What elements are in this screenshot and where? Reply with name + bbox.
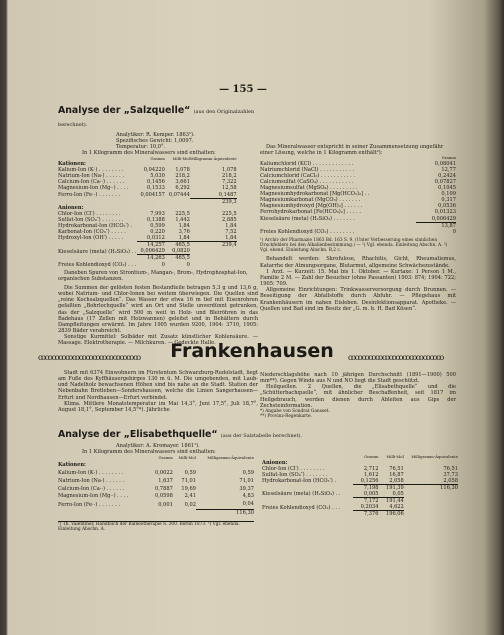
anion-row: Hydroxyl-Ion (OH′) . . . . . 0,0312 1,84 1,84 (58, 235, 237, 242)
anion-row: Karbonat-Ion (CO₃″) . . . . . 0,220 3,76 7,52 (58, 229, 237, 236)
frankenhausen-title: Frankenhausen (170, 340, 334, 362)
salt-solution-intro: Das Mineralwasser entspricht in seiner Zusammensetzung ungefähr einer Lösung, welche in 1 Kilogramm enthält²): (260, 144, 444, 157)
kation-row: Natrium-Ion (Na·) . . . . . . 1,637 71,01 71,01 (58, 477, 254, 484)
elisabethquelle-kationen-table (58, 455, 254, 517)
kation-row: Magnesium-Ion (Mg··) . . . . 0,0598 2,41 4,83 (58, 493, 254, 500)
salt-footnote: ¹) Archiv der Pharmazie 1863 Bd. 163 S. 9. (Unter Verbesserung eines sinnlichen Druckfehlers bei den Alkalienbestimmung.) — ²) Vgl. ebenda. Einleitung Abschn. A. ²) Vgl. ebend. Einleitung Abschn. B,2 c. (260, 237, 448, 254)
co2-row: Freies Kohlendioxyd (CO₂) . . . . . . . . 0 (260, 228, 456, 235)
elisabethquelle-heading: Analyse der „Elisabethquelle“ (aus der Salztabelle berechnet). (58, 429, 303, 440)
elisabethquelle-meta: Analytiker: A. Kromayer. 1861¹). (116, 443, 200, 449)
sum-row: 7,376 196,06 (262, 511, 458, 518)
anion-row: Hydrokarbonat-Ion (HCO₃′) . 0,1256 2,058 2,058 (262, 478, 458, 485)
table-header: Gramm Milli-Mol Milligramm-Äquivalente (364, 454, 458, 460)
salt-row: Magnesiumkarbonat (MgCO₃) . . . . . . . 0,317 (260, 197, 456, 204)
salt-row: Ferrohydrokarbonat [Fe(HCO₃)₂] . . . . . 0,01323 (260, 209, 456, 216)
page-number: — 155 — (219, 84, 267, 95)
sum-row: 7,198 191,39 116,30 (262, 485, 458, 492)
behandelt-text: Behandelt werden: Skrofulose, Rhachitis, Gicht, Rheumatismus, Katarrhe der Atmungsorgane, Blutarmut, allgemeine Schwächezustände. (260, 256, 456, 269)
frankenhausen-niederschlag: Niederschlagshöhe nach 10 jährigen Durchschnitt (1891—1900) 500 mm**). Gegen Winde aus N und NO liegt die Stadt geschützt. (260, 372, 456, 385)
elisabethquelle-section (58, 426, 458, 532)
kiesel-row: Kieselsäure (meta) (H₂SiO₃) . . 0,006429 0,0820 (58, 248, 190, 255)
group-label: Kationen: (58, 161, 86, 168)
salt-row: Kaliumchlorid (KCl) . . . . . . . . . . . . . 0,08041 (260, 160, 456, 167)
salt-row: Calciumsulfat (CaSO₄) . . . . . . . . . . . 0,07827 (260, 179, 456, 185)
salt-solution-section (260, 144, 456, 312)
einrichtungen-text: Allgemeine Einrichtungen: Trinkwasserversorgung durch Brunnen. — Beseitigung der Abfallstoffe durch Abfuhr. — Pflegehaus mit Krankenhäusern im nahen Eisleben. Desinfektionsapparat. Apotheke. — Quellen und Bad sind im Besitz der „G. m. b. H. Bad Kösen“. (260, 287, 456, 312)
salt-row: Magnesiumhydrokarbonat [Mg(HCO₃)₂] . . 0,109 (260, 191, 456, 198)
kation-row: Ferro-Ion (Fe··) . . . . . . . 0,001 0,02 0,04 (58, 501, 254, 508)
franken-footnote-2: **) Provinz-Regenkarte. (260, 414, 312, 420)
salzquelle-paragraph: Die Summen der gelösten festen Bestandteile betragen 5,3 g und 13,6 g, wobei Natrium- und Chlor-Ionen bei weitem überwiegen. Die Quellen sind „reine Kochsalzquellen“. Das Wasser der etwa 16 m tief mit Eisenrohren gefaßten „Bohrlochquelle“ wird an Ort und Stelle unverdünnt getrunken, das der „Salzquelle“ wird 500 m weit in Holz- und Bleiröhren in das Badehaus (17 Zellen mit Holzwannen) geleitet und in Behältern durch Dampfleitungen erwärmt. Im Jahre 1905 wurden 9200, 1904: 3710, 1905: 2839 Bäder verabreicht. (58, 284, 258, 335)
salt-row: Natriumchlorid (NaCl) . . . . . . . . . . . 12,77 (260, 166, 456, 173)
anion-row: Hydrokarbonat-Ion (HCO₃′) . 0,599 1,84 1,84 (58, 222, 237, 229)
sum-row: 14,263 465,5 (58, 255, 237, 262)
elisabethquelle-intro: In 1 Kilogramm des Mineralwassers sind enthalten: (82, 449, 216, 456)
kation-row: Kalium-Ion (K·) . . . . . . . . 0,04220 1,078 1,078 (58, 167, 237, 174)
elisabethquelle-anionen-table (262, 455, 458, 517)
ornament-right: ꝏꝏꝏꝏꝏꝏꝏꝏꝏꝏꝏꝏꝏꝏ (348, 353, 444, 362)
salzquelle-kurmittel: Sonstige Kurmittel: Solbäder mit Zusatz künstlicher Kohlensäure. — Massage. Elektrotherapie. — Milchkuren. — Gedeckte Halle. (58, 334, 258, 347)
frankenhausen-right (260, 372, 456, 419)
anion-row: Sulfat-Ion (SO₄″) . . . . . . . 1,612 16,87 37,73 (262, 471, 458, 478)
group-label: Anionen: (262, 459, 288, 466)
table-header: Gramm Milli-Mol Milligramm-Äquivalente (150, 155, 237, 161)
kiesel-row: Kieselsäure (meta) (H₂SiO₃) . . 0,005 0,05 (262, 491, 404, 498)
table-header: Gramm (441, 155, 456, 161)
elisabethquelle-footnote: ¹) Th. Valentiner, Handbuch der Balneotherapie S. 300. Berlin 1873. ²) Vgl. ebenda. Einleitung Abschn. A. (58, 521, 254, 532)
sum-row: 116,30 (58, 509, 254, 518)
salt-solution-table (260, 156, 456, 235)
frankenhausen-description: Stadt mit 6374 Einwohnern im Fürstentum Schwarzburg-Rudolstadt, liegt am Fuße des Kyffhäusergebirges 130 m ü. M. Die umgebenden, mit Laub- und Nadelholz bewachsenen Höhen sind bis nahe an die Stadt. Station der Nebenbahn Bretleben—Sondershausen, welche die Linien Sangerhausen—Erfurt und Nordhausen—Erfurt verbindet. (58, 370, 258, 401)
group-label: Anionen: (58, 204, 84, 211)
salzquelle-intro: In 1 Kilogramm des Mineralwassers sind enthalten: (82, 150, 216, 157)
salzquelle-section (58, 102, 258, 347)
salzquelle-heading: Analyse der „Salzquelle“ (aus den Originalzahlen berechnet). (58, 105, 255, 128)
franken-footnote-1: *) Angabe von Sondrat Gansset. (260, 408, 330, 414)
co2-row: Freies Kohlendioxyd (CO₂) . . . 0,2034 4,622 (262, 504, 404, 511)
salt-row: Magnesiumhydroxyd [Mg(OH)₂] . . . . . . 0,0536 (260, 203, 456, 210)
sum-row: 13,87 (260, 222, 456, 229)
kation-row: Calcium-Ion (Ca··) . . . . . . 0,7887 19,69 39,37 (58, 485, 254, 492)
group-label: Kationen: (58, 461, 86, 468)
frankenhausen-heilquellen: Heilquellen. 2 Quellen, die „Elisabethquelle“ und die „Schütterbachquelle“, mit ähnlicher Beschaffenheit, seit 1817 im Heilgebrauch, werden dienen durch Ableiten aus Gips der Zechsteinformation. (260, 384, 456, 409)
kation-row: Magnesium-Ion (Mg··) . . . . 0,1533 6,292 12,58 (58, 185, 237, 192)
book-page (12, 0, 474, 635)
sum-row: 7,172 191,44 (262, 498, 458, 505)
ornament-left: ꝏꝏꝏꝏꝏꝏꝏꝏꝏꝏꝏꝏꝏꝏꝏ (38, 353, 140, 362)
kation-row: Kalium-Ion (K·) . . . . . . . . 0,0022 0,59 0,59 (58, 469, 254, 476)
frankenhausen-left (58, 370, 258, 413)
arzt-text: 1 Arzt. — Kurzeit: 15. Mai bis 1. Oktober. — Kurtaxe: 1 Person 1 M., Familie 2 M. — Zahl der Besucher (ohne Passanten) 1903: 874; 1904: 722; 1905: 709. (260, 268, 456, 288)
salzquelle-spuren: Daneben Spuren von Strontium-, Mangan-, Brom-, Hydrophosphat-Ion, organischen Substanzen. (58, 269, 248, 282)
sum-row: 14,257 465,5 239,4 (58, 242, 237, 249)
sum-row: 239,3 (58, 198, 237, 205)
anion-row: Chlor-Ion (Cl′) . . . . . . . . 2,712 76,51 76,51 (262, 465, 458, 472)
salzquelle-meta: Analytiker: R. Kemper. 1863¹). Spezifisches Gewicht: 1,0097. Temperatur: 10,0°. (116, 132, 195, 151)
table-header: Gramm Milli-Mol Milligramm-Äquivalente (158, 454, 254, 460)
salt-row: Magnesiumsulfat (MgSO₄) . . . . . . . . . 0,1045 (260, 185, 456, 192)
anion-row: Sulfat-Ion (SO₄″) . . . . . . . 0,1388 1,442 2,885 (58, 216, 237, 223)
kation-row: Ferro-Ion (Fe··) . . . . . . . 0,004157 0,07444 0,1487 (58, 191, 237, 198)
kation-row: Calcium-Ion (Ca··) . . . . . . 0,1456 3,661 7,322 (58, 179, 237, 186)
anion-row: Chlor-Ion (Cl′) . . . . . . . . 7,993 225,5 225,5 (58, 210, 237, 217)
salt-row: Calciumchlorid (CaCl₂) . . . . . . . . . . . 0,2424 (260, 172, 456, 179)
co2-row: Freies Kohlendioxyd (CO₂) . . . 0 0 (58, 261, 190, 268)
frankenhausen-klima: Klima. Mittlere Monatstemperatur im Mai 14,3°, Juni 17,5°, Juli 18,7°, August 18,1°, September 14,5°*). Jährliche (58, 400, 258, 413)
salzquelle-table (58, 157, 237, 268)
kation-row: Natrium-Ion (Na·) . . . . . . 5,030 218,2 218,2 (58, 173, 237, 180)
salt-row: Kieselsäure (meta) (H₂SiO₃) . . . . . . . 0,006429 (260, 215, 456, 222)
